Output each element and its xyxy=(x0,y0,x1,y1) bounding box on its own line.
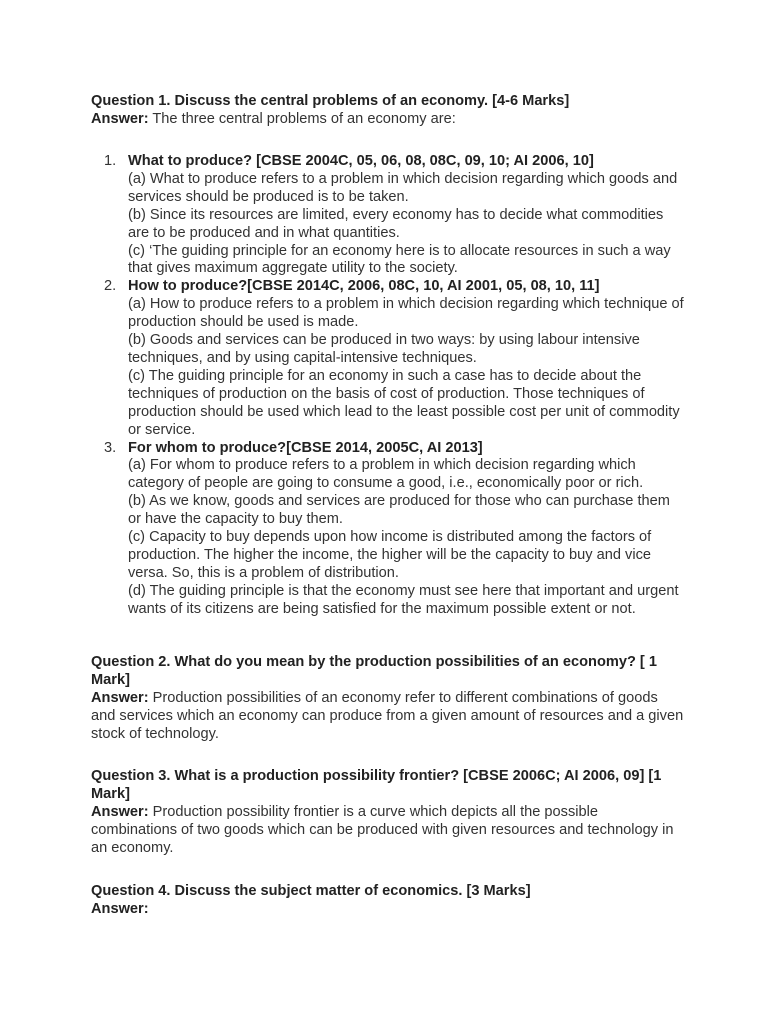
list-number: 2. xyxy=(104,278,117,295)
list-item-text: (a) For whom to produce refers to a problem in which decision regarding which category of people are going to consume a good, i.e., economically poor or rich. xyxy=(128,457,644,492)
list-item-text: (d) The guiding principle is that the economy must see here that important and urgent wants of its citizens are being satisfied for the maximum possible extent or not. xyxy=(128,582,679,617)
answer-label: Answer: xyxy=(91,689,149,706)
answer-text: Production possibilities of an economy refer to different combinations of goods and services which an economy can produce from a given amount of resources and a given stock of technology. xyxy=(91,689,684,742)
list-item xyxy=(104,278,684,439)
question-3-answer xyxy=(91,804,686,858)
question-2-answer xyxy=(91,690,686,744)
question-1 xyxy=(91,93,691,129)
question-1-title: Question 1. Discuss the central problems of an economy. [4-6 Marks] xyxy=(91,93,570,109)
list-item-heading: How to produce?[CBSE 2014C, 2006, 08C, 10, AI 2001, 05, 08, 10, 11] xyxy=(128,278,600,295)
list-item-text: (b) Goods and services can be produced in two ways: by using labour intensive techniques, and by using capital-intensive techniques. xyxy=(128,332,640,366)
list-item-heading: What to produce? [CBSE 2004C, 05, 06, 08, 08C, 09, 10; AI 2006, 10] xyxy=(128,153,594,169)
list-item xyxy=(104,153,684,278)
list-item-text: (a) How to produce refers to a problem in which decision regarding which technique of production should be used is made. xyxy=(128,296,684,331)
question-3-title: Question 3. What is a production possibility frontier? [CBSE 2006C; AI 2006, 09] [1 Mark] xyxy=(91,768,662,802)
question-4-title: Question 4. Discuss the subject matter of economics. [3 Marks] xyxy=(91,883,531,899)
list-item-text: (a) What to produce refers to a problem in which decision regarding which goods and services should be produced is to be taken. xyxy=(128,170,678,205)
list-item-text: (c) Capacity to buy depends upon how income is distributed among the factors of production. The higher the income, the higher will be the capacity to buy and vice versa. So, this is a problem of distribution. xyxy=(128,529,652,581)
answer-label: Answer: xyxy=(91,110,149,127)
answer-text: Production possibility frontier is a curve which depicts all the possible combinations of two goods which can be produced with given resources and technology in an economy. xyxy=(91,803,674,856)
list-item-text: (c) The guiding principle for an economy in such a case has to decide about the techniques of production on the basis of cost of production. Those techniques of production should be used which lead to the least possible cost per unit of commodity or service. xyxy=(128,367,680,438)
question-1-answer xyxy=(91,111,691,129)
central-problems-list xyxy=(104,153,684,619)
question-2-title: Question 2. What do you mean by the production possibilities of an economy? [ 1 Mark] xyxy=(91,654,657,688)
list-item-text: (c) ‘The guiding principle for an economy here is to allocate resources in such a way that gives maximum aggregate utility to the society. xyxy=(128,242,671,277)
answer-label: Answer: xyxy=(91,803,149,820)
question-4 xyxy=(91,883,691,919)
list-item-text: (b) Since its resources are limited, every economy has to decide what commodities are to be produced and in what quantities. xyxy=(128,206,664,241)
list-number: 1. xyxy=(104,153,117,169)
list-number: 3. xyxy=(104,439,117,456)
list-item xyxy=(104,440,684,619)
answer-text: The three central problems of an economy are: xyxy=(148,110,456,127)
question-2 xyxy=(91,654,686,744)
list-item-text: (b) As we know, goods and services are produced for those who can purchase them or have the capacity to buy them. xyxy=(128,493,670,528)
answer-label: Answer: xyxy=(91,900,149,917)
list-item-heading: For whom to produce?[CBSE 2014, 2005C, AI 2013] xyxy=(128,439,483,456)
question-3 xyxy=(91,768,686,858)
